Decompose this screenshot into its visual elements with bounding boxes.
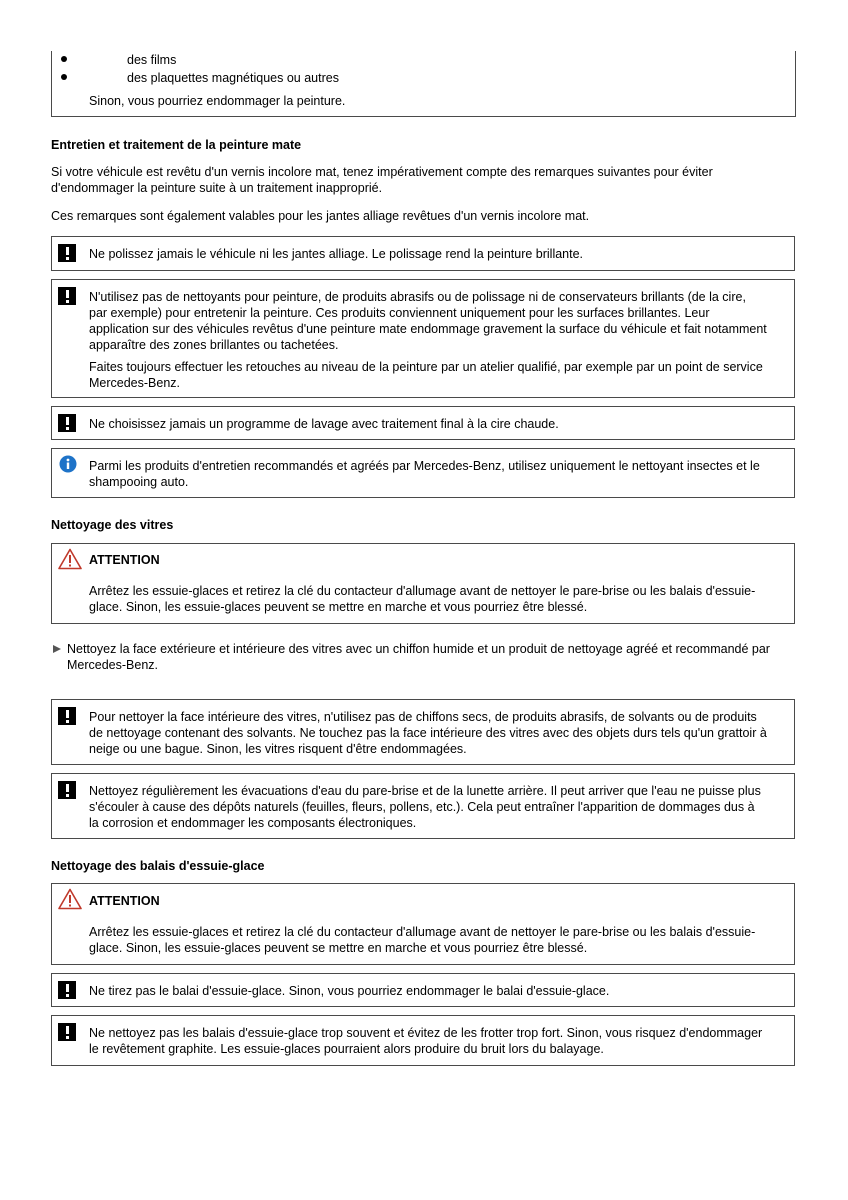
top-notice-closing: Sinon, vous pourriez endommager la peinture. xyxy=(89,94,346,108)
attention-text xyxy=(89,583,788,615)
bullet-icon xyxy=(61,56,67,62)
step-line: Nettoyez la face extérieure et intérieure des vitres avec un chiffon humide et un produit de nettoyage agréé et recommandé par xyxy=(67,642,770,656)
section-heading-paint: Entretien et traitement de la peinture mate xyxy=(51,138,302,152)
bullet-icon xyxy=(61,74,67,80)
note-line: Ne nettoyez pas les balais d'essuie-glace trop souvent et évitez de les frotter trop fort. Sinon, vous risquez d'endommager xyxy=(89,1026,763,1040)
section-heading-wipers: Nettoyage des balais d'essuie-glace xyxy=(51,859,265,873)
exclamation-icon xyxy=(58,414,76,432)
note-text xyxy=(89,709,788,757)
arrow-right-icon xyxy=(53,645,61,653)
warning-triangle-icon xyxy=(58,548,82,570)
note-line: N'utilisez pas de nettoyants pour peinture, de produits abrasifs ou de polissage ni de conservateurs brillants (de la cire, xyxy=(89,290,746,304)
step-text xyxy=(67,641,788,673)
step-line: Mercedes-Benz. xyxy=(67,658,159,672)
note-line: le revêtement graphite. Les essuie-glaces pourraient alors produire du bruit lors du balayage. xyxy=(89,1042,604,1056)
paragraph xyxy=(51,164,796,196)
attention-line: Arrêtez les essuie-glaces et retirez la clé du contacteur d'allumage avant de nettoyer le pare-brise ou les balais d'essuie- xyxy=(89,584,756,598)
note-line: Faites toujours effectuer les retouches au niveau de la peinture par un atelier qualifié, par exemple par un point de service xyxy=(89,360,763,374)
info-icon xyxy=(59,455,77,473)
attention-title: ATTENTION xyxy=(89,894,160,908)
paragraph-line: d'endommager la peinture suite à un traitement inapproprié. xyxy=(51,181,383,195)
attention-title: ATTENTION xyxy=(89,553,160,567)
note-line: la corrosion et endommager les composants électroniques. xyxy=(89,816,417,830)
attention-line: glace. Sinon, les essuie-glaces peuvent se mettre en marche et vous pourriez être blessé. xyxy=(89,941,588,955)
note-text: Ne tirez pas le balai d'essuie-glace. Sinon, vous pourriez endommager le balai d'essuie-glace. xyxy=(89,984,610,998)
attention-text xyxy=(89,924,788,956)
note-line: Nettoyez régulièrement les évacuations d'eau du pare-brise et de la lunette arrière. Il peut arriver que l'eau ne puisse plus xyxy=(89,784,761,798)
exclamation-icon xyxy=(58,287,76,305)
note-text xyxy=(89,1025,788,1057)
note-text xyxy=(89,289,788,391)
exclamation-icon xyxy=(58,781,76,799)
note-line: apparaître des zones brillantes ou tachetées. xyxy=(89,338,339,352)
exclamation-icon xyxy=(58,707,76,725)
paragraph: Ces remarques sont également valables pour les jantes alliage revêtues d'un vernis incolore mat. xyxy=(51,209,590,223)
info-text xyxy=(89,458,788,490)
note-line: neige ou une bague. Sinon, les vitres risquent d'être endommagées. xyxy=(89,742,467,756)
paragraph-line: Si votre véhicule est revêtu d'un vernis incolore mat, tenez impérativement compte des remarques suivantes pour éviter xyxy=(51,165,713,179)
attention-line: Arrêtez les essuie-glaces et retirez la clé du contacteur d'allumage avant de nettoyer le pare-brise ou les balais d'essuie- xyxy=(89,925,756,939)
section-heading-windows: Nettoyage des vitres xyxy=(51,518,174,532)
info-line: shampooing auto. xyxy=(89,475,189,489)
bullet-item: des films xyxy=(127,53,177,67)
attention-line: glace. Sinon, les essuie-glaces peuvent se mettre en marche et vous pourriez être blessé. xyxy=(89,600,588,614)
note-text: Ne polissez jamais le véhicule ni les jantes alliage. Le polissage rend la peinture brillante. xyxy=(89,247,584,261)
exclamation-icon xyxy=(58,1023,76,1041)
info-line: Parmi les produits d'entretien recommandés et agréés par Mercedes-Benz, utilisez uniquement le nettoyant insectes et le xyxy=(89,459,760,473)
note-line: Mercedes-Benz. xyxy=(89,376,181,390)
note-line: de nettoyage contenant des solvants. Ne touchez pas la face intérieure des vitres avec des objets durs tels qu'un grattoir à xyxy=(89,726,767,740)
note-line: par exemple) pour entretenir la peinture. Ces produits conviennent uniquement pour les surfaces brillantes. Leur xyxy=(89,306,710,320)
note-line: Pour nettoyer la face intérieure des vitres, n'utilisez pas de chiffons secs, de produits abrasifs, de solvants ou de produits xyxy=(89,710,757,724)
exclamation-icon xyxy=(58,244,76,262)
note-line: s'écouler à cause des dépôts naturels (feuilles, fleurs, pollens, etc.). Cela peut entraîner l'apparition de dommages dus à xyxy=(89,800,755,814)
exclamation-icon xyxy=(58,981,76,999)
note-text xyxy=(89,783,788,831)
bullet-item: des plaquettes magnétiques ou autres xyxy=(127,71,339,85)
note-text: Ne choisissez jamais un programme de lavage avec traitement final à la cire chaude. xyxy=(89,417,559,431)
note-line: application sur des véhicules revêtus d'une peinture mate endommage gravement la surface du véhicule et fait notamment xyxy=(89,322,767,336)
warning-triangle-icon xyxy=(58,888,82,910)
